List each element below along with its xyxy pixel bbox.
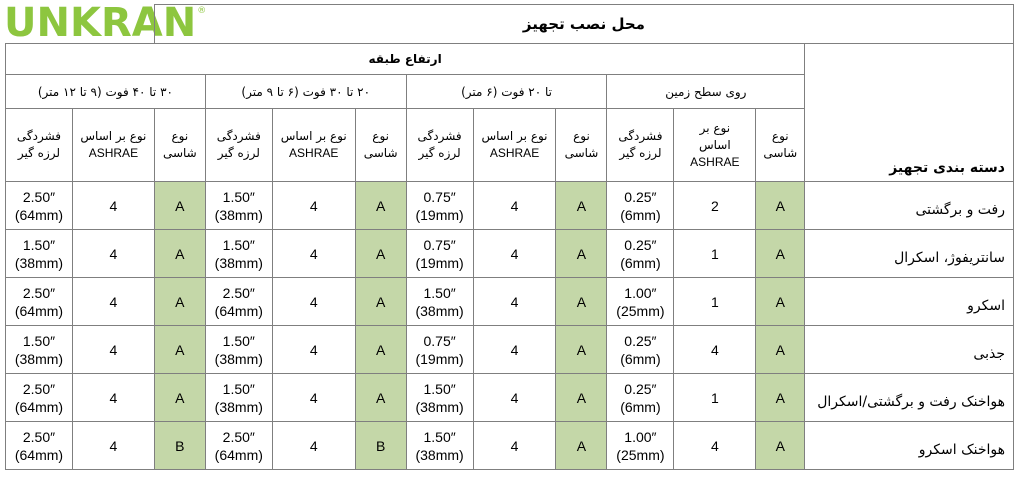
deflection-inches: 1.00″ [624,428,657,445]
ashrae-type-cell: 4 [72,374,154,422]
chassis-header-line1: نوع [771,129,789,143]
deflection-mm: (38mm) [415,398,464,415]
deflection-inches: 0.75″ [423,188,456,205]
ashrae-header [473,109,556,182]
chassis-header-line2: شاسی [162,146,197,160]
chassis-header [756,109,805,182]
ashrae-header [272,109,355,182]
deflection-inches: 2.50″ [22,188,56,205]
deflection-inches: 2.50″ [222,428,255,445]
registered-mark: ® [197,6,207,16]
deflection-cell [6,326,73,374]
deflection-header-line2: لرزه گیر [217,146,260,160]
deflection-mm: (25mm) [616,446,665,463]
ashrae-type-cell: 4 [272,182,355,230]
chassis-header-line1: نوع [372,129,389,143]
table-row [6,326,1014,374]
deflection-cell [406,230,473,278]
ashrae-header-line1: نوع بر اساس [280,129,347,143]
table-row [6,230,1014,278]
deflection-inches: 1.50″ [423,284,456,301]
deflection-cell [607,422,674,470]
ashrae-type-cell: 4 [272,230,355,278]
deflection-header-line2: لرزه گیر [619,146,662,160]
equipment-installation-table [4,0,1014,470]
equipment-name-cell: اسکرو [805,278,1014,326]
deflection-cell [205,278,272,326]
equipment-name-cell: هواخنک اسکرو [805,422,1014,470]
table-row [6,182,1014,230]
ashrae-header-line3: ASHRAE [690,154,740,169]
deflection-inches: 0.75″ [423,236,456,253]
ashrae-type-cell: 4 [272,278,355,326]
deflection-inches: 1.50″ [423,380,456,397]
deflection-header-line2: لرزه گیر [418,146,461,160]
deflection-cell [607,278,674,326]
deflection-mm: (64mm) [14,446,64,463]
deflection-cell [607,326,674,374]
chassis-type-cell: A [355,374,406,422]
deflection-inches: 2.50″ [22,284,56,301]
deflection-cell [607,374,674,422]
deflection-inches: 2.50″ [22,380,56,397]
ashrae-header-line1: نوع بر اساس [80,129,147,143]
range-ground-level: روی سطح زمین [607,75,805,109]
ashrae-type-cell: 4 [272,422,355,470]
chassis-header-line1: نوع [171,129,189,143]
deflection-header-line2: لرزه گیر [17,146,61,160]
deflection-mm: (19mm) [415,254,464,271]
deflection-cell [205,182,272,230]
equipment-category-header: دسته بندی تجهیز [805,44,1014,182]
deflection-mm: (38mm) [214,398,263,415]
range-20-30ft: ۲۰ تا ۳۰ فوت (۶ تا ۹ متر) [205,75,406,109]
deflection-inches: 0.25″ [624,380,657,397]
range-30-40ft: ۳۰ تا ۴۰ فوت (۹ تا ۱۲ متر) [6,75,206,109]
deflection-inches: 1.50″ [22,332,56,349]
chassis-type-cell: A [556,374,607,422]
deflection-mm: (38mm) [214,254,263,271]
deflection-mm: (38mm) [415,302,464,319]
ashrae-type-cell: 1 [674,374,756,422]
deflection-cell [6,182,73,230]
chassis-type-cell: A [756,374,805,422]
chassis-header-line2: شاسی [363,146,398,160]
equipment-name-cell: هواخنک رفت و برگشتی/اسکرال [805,374,1014,422]
logo-wordmark: UNKRAN [4,0,197,46]
equipment-name-cell: سانتریفوژ، اسکرال [805,230,1014,278]
deflection-mm: (38mm) [214,350,263,367]
deflection-mm: (38mm) [214,206,263,223]
chassis-type-cell: A [154,278,205,326]
deflection-inches: 0.25″ [624,332,657,349]
ashrae-type-cell: 4 [473,374,556,422]
ashrae-type-cell: 4 [72,326,154,374]
floor-height-header: ارتفاع طبقه [6,44,805,75]
deflection-inches: 1.00″ [624,284,657,301]
ashrae-header-line3: ASHRAE [489,146,540,160]
deflection-mm: (6mm) [620,254,661,271]
chassis-header [154,109,205,182]
deflection-inches: 0.75″ [423,332,456,349]
ashrae-type-cell: 2 [674,182,756,230]
chassis-type-cell: A [355,326,406,374]
equipment-name-cell: جذبی [805,326,1014,374]
chassis-header-line2: شاسی [763,146,798,160]
chassis-type-cell: A [756,182,805,230]
table-row [6,422,1014,470]
deflection-mm: (6mm) [620,206,661,223]
chassis-header [355,109,406,182]
chassis-type-cell: A [556,182,607,230]
deflection-mm: (64mm) [14,206,64,223]
deflection-inches: 2.50″ [22,428,56,445]
deflection-header-line1: فشردگی [417,129,462,143]
chassis-type-cell: A [154,326,205,374]
chassis-type-cell: A [355,278,406,326]
range-up-to-20ft: تا ۲۰ فوت (۶ متر) [406,75,607,109]
deflection-cell [205,230,272,278]
deflection-header [406,109,473,182]
deflection-mm: (38mm) [14,350,64,367]
chassis-type-cell: A [756,326,805,374]
deflection-inches: 1.50″ [423,428,456,445]
deflection-cell [406,374,473,422]
deflection-cell [406,278,473,326]
deflection-inches: 0.25″ [624,236,657,253]
deflection-mm: (19mm) [415,350,464,367]
deflection-inches: 1.50″ [222,380,255,397]
deflection-cell [205,326,272,374]
chassis-type-cell: A [756,230,805,278]
deflection-inches: 1.50″ [222,236,255,253]
deflection-mm: (19mm) [415,206,464,223]
deflection-mm: (64mm) [14,398,64,415]
ashrae-type-cell: 4 [473,182,556,230]
deflection-header [6,109,73,182]
chassis-type-cell: A [756,278,805,326]
chassis-type-cell: A [556,230,607,278]
chassis-type-cell: B [355,422,406,470]
ashrae-type-cell: 1 [674,230,756,278]
ashrae-type-cell: 4 [272,374,355,422]
chassis-type-cell: A [355,230,406,278]
deflection-mm: (64mm) [214,446,263,463]
deflection-cell [205,422,272,470]
ashrae-type-cell: 4 [674,326,756,374]
deflection-mm: (6mm) [620,398,661,415]
chassis-type-cell: B [154,422,205,470]
table-title: محل نصب تجهیز [154,5,1013,44]
deflection-cell [406,326,473,374]
chassis-type-cell: A [556,422,607,470]
deflection-inches: 0.25″ [624,188,657,205]
ashrae-type-cell: 4 [674,422,756,470]
ashrae-type-cell: 1 [674,278,756,326]
deflection-mm: (38mm) [14,254,64,271]
deflection-header [607,109,674,182]
ashrae-type-cell: 4 [473,278,556,326]
deflection-inches: 1.50″ [222,188,255,205]
ashrae-type-cell: 4 [72,422,154,470]
ashrae-type-cell: 4 [72,182,154,230]
table-row [6,278,1014,326]
ashrae-header-line3: ASHRAE [289,146,339,160]
deflection-inches: 2.50″ [222,284,255,301]
chassis-header-line1: نوع [573,129,590,143]
deflection-header-line1: فشردگی [618,129,663,143]
deflection-mm: (6mm) [620,350,661,367]
deflection-header-line1: فشردگی [16,129,62,143]
chassis-type-cell: A [556,278,607,326]
ashrae-header-line3: ASHRAE [88,146,139,160]
ashrae-header-line2: اساس [698,137,731,152]
deflection-header [205,109,272,182]
deflection-cell [6,230,73,278]
deflection-cell [6,422,73,470]
table-row [6,374,1014,422]
chassis-type-cell: A [154,182,205,230]
chassis-type-cell: A [756,422,805,470]
deflection-inches: 1.50″ [222,332,255,349]
deflection-mm: (64mm) [214,302,263,319]
deflection-header-line1: فشردگی [216,129,261,143]
chassis-header [556,109,607,182]
chassis-type-cell: A [556,326,607,374]
ashrae-type-cell: 4 [272,326,355,374]
ashrae-type-cell: 4 [473,326,556,374]
ashrae-header-line1: نوع بر [699,120,731,135]
ashrae-type-cell: 4 [473,230,556,278]
ashrae-header [72,109,154,182]
ashrae-header-line1: نوع بر اساس [481,129,548,143]
ashrae-type-cell: 4 [473,422,556,470]
deflection-cell [6,374,73,422]
ashrae-type-cell: 4 [72,230,154,278]
ashrae-header [674,109,756,182]
chassis-header-line2: شاسی [564,146,599,160]
deflection-cell [406,422,473,470]
deflection-cell [6,278,73,326]
deflection-cell [607,182,674,230]
deflection-mm: (38mm) [415,446,464,463]
deflection-mm: (25mm) [616,302,665,319]
deflection-cell [205,374,272,422]
ashrae-type-cell: 4 [72,278,154,326]
chassis-type-cell: A [154,230,205,278]
deflection-inches: 1.50″ [22,236,56,253]
equipment-name-cell: رفت و برگشتی [805,182,1014,230]
deflection-mm: (64mm) [14,302,64,319]
chassis-type-cell: A [154,374,205,422]
deflection-cell [607,230,674,278]
logo-space [6,5,155,44]
chassis-type-cell: A [355,182,406,230]
deflection-cell [406,182,473,230]
